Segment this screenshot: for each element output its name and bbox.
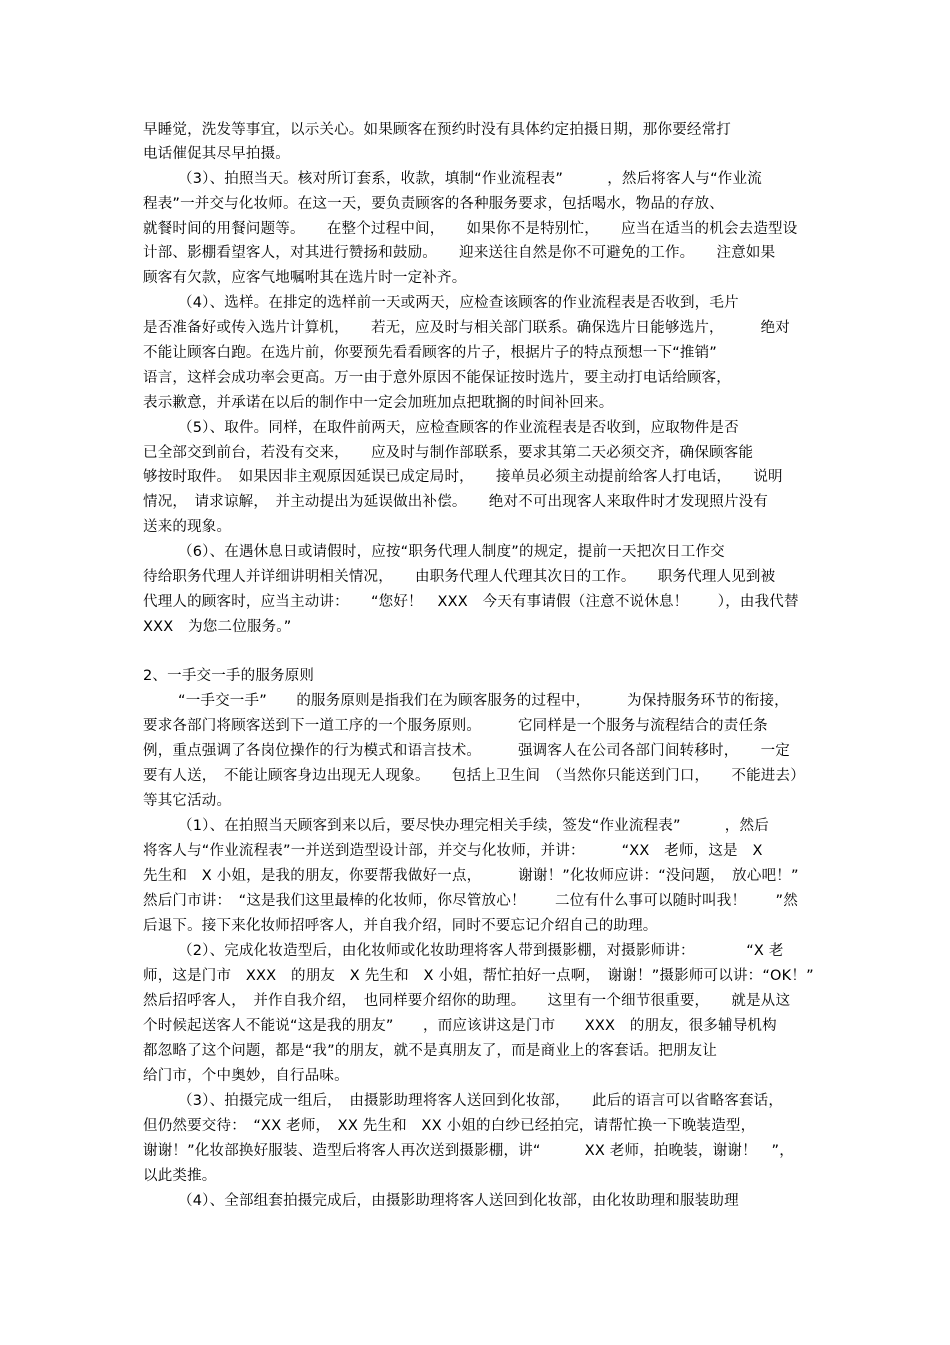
text-line: 例，重点强调了各岗位操作的行为模式和语言技术。 强调客人在公司各部门间转移时， 一定	[143, 743, 790, 759]
text-line: （6）、在遇休息日或请假时，应按“职务代理人制度”的规定，提前一天把次日工作交	[178, 544, 725, 560]
text-line: 已全部交到前台，若没有交来， 应及时与制作部联系，要求其第二天必须交齐，确保顾客能	[143, 445, 754, 461]
text-line: 等其它活动。	[143, 793, 232, 809]
text-line: （5）、取件。同样，在取件前两天，应检查顾客的作业流程表是否收到，应取物件是否	[178, 420, 739, 436]
text-line: 都忽略了这个问题，都是“我”的朋友，就不是真朋友了，而是商业上的客套话。把朋友让	[143, 1043, 718, 1059]
text-line: XXX 为您二位服务。”	[143, 619, 292, 635]
text-line: （3）、拍照当天。核对所订套系，收款，填制“作业流程表” ，然后将客人与“作业流	[178, 171, 762, 187]
text-line: （1）、在拍照当天顾客到来以后，要尽快办理完相关手续，签发“作业流程表” ，然后	[178, 818, 769, 834]
text-line: 谢谢！”化妆部换好服装、造型后将客人再次送到摄影棚，讲“ XX 老师，拍晚装，谢谢！ ”，	[143, 1143, 794, 1159]
text-line: 但仍然要交待： “XX 老师， XX 先生和 XX 小姐的白纱已经拍完，请帮忙换一下晚装造型，	[143, 1118, 756, 1134]
text-line: 待给职务代理人并详细讲明相关情况， 由职务代理人代理其次日的工作。 职务代理人见到被	[143, 569, 776, 585]
text-line: （2）、完成化妆造型后，由化妆师或化妆助理将客人带到摄影棚，对摄影师讲： “X 老	[178, 943, 784, 959]
text-line: （3）、拍摄完成一组后， 由摄影助理将客人送回到化妆部， 此后的语言可以省略客套话，	[178, 1093, 784, 1109]
text-line: 师，这是门市 XXX 的朋友 X 先生和 X 小姐，帮忙拍好一点啊， 谢谢！”摄影师可以讲：“OK！”	[143, 968, 814, 984]
text-line: 要求各部门将顾客送到下一道工序的一个服务原则。 它同样是一个服务与流程结合的责任条	[143, 718, 768, 734]
text-line: 然后门市讲： “这是我们这里最棒的化妆师，你尽管放心！ 二位有什么事可以随时叫我！ ”然	[143, 893, 798, 909]
text-line: 以此类推。	[143, 1168, 217, 1184]
text-line: 是否准备好或传入选片计算机， 若无，应及时与相关部门联系。确保选片日能够选片， 绝对	[143, 320, 790, 336]
text-line: （4）、选样。在排定的选样前一天或两天，应检查该顾客的作业流程表是否收到，毛片	[178, 295, 739, 311]
text-line: 送来的现象。	[143, 519, 232, 535]
text-line: 然后招呼客人， 并作自我介绍， 也同样要介绍你的助理。 这里有一个细节很重要， 就是从这	[143, 993, 791, 1009]
text-line: 计部、影棚看望客人，对其进行赞扬和鼓励。 迎来送往自然是你不可避免的工作。 注意如果	[143, 245, 776, 261]
text-line: 代理人的顾客时，应当主动讲： “您好！ XXX 今天有事请假（注意不说休息！ ），由我代替	[143, 594, 799, 610]
text-line: 表示歉意，并承诺在以后的制作中一定会加班加点把耽搁的时间补回来。	[143, 395, 614, 411]
text-line: 先生和 X 小姐，是我的朋友，你要帮我做好一点， 谢谢！”化妆师应讲：“没问题， 放心吧！”	[143, 868, 799, 884]
text-line: （4）、全部组套拍摄完成后，由摄影助理将客人送回到化妆部，由化妆助理和服装助理	[178, 1193, 739, 1209]
text-line: 语言，这样会成功率会更高。万一由于意外原因不能保证按时选片，要主动打电话给顾客，	[143, 370, 731, 386]
text-line: 给门市，个中奥妙，自行品味。	[143, 1068, 349, 1084]
text-line: 将客人与“作业流程表”一并送到造型设计部，并交与化妆师，并讲： “XX 老师，这是 X	[143, 843, 763, 859]
text-line: 电话催促其尽早拍摄。	[143, 146, 290, 162]
section-heading: 2、一手交一手的服务原则	[143, 668, 315, 684]
text-line: 个时候起送客人不能说“这是我的朋友” ，而应该讲这是门市 XXX 的朋友，很多辅导机构	[143, 1018, 777, 1034]
text-line: 程表”一并交与化妆师。在这一天，要负责顾客的各种服务要求，包括喝水，物品的存放、	[143, 196, 725, 212]
text-line: 情况， 请求谅解， 并主动提出为延误做出补偿。 绝对不可出现客人来取件时才发现照片没有	[143, 494, 769, 510]
text-line: “一手交一手” 的服务原则是指我们在为顾客服务的过程中， 为保持服务环节的衔接，	[178, 693, 789, 709]
text-line: 早睡觉，洗发等事宜，以示关心。如果顾客在预约时没有具体约定拍摄日期，那你要经常打	[143, 122, 731, 138]
text-line: 不能让顾客白跑。在选片前，你要预先看看顾客的片子，根据片子的特点预想一下“推销”	[143, 345, 718, 361]
text-line: 就餐时间的用餐问题等。 在整个过程中间， 如果你不是特别忙， 应当在适当的机会去造型设	[143, 221, 798, 237]
text-line: 顾客有欠款，应客气地嘱咐其在选片时一定补齐。	[143, 270, 467, 286]
text-line: 后退下。接下来化妆师招呼客人，并自我介绍，同时不要忘记介绍自己的助理。	[143, 918, 658, 934]
text-line: 够按时取件。 如果因非主观原因延误已成定局时， 接单员必须主动提前给客人打电话， 说明	[143, 469, 783, 485]
text-line: 要有人送， 不能让顾客身边出现无人现象。 包括上卫生间 （当然你只能送到门口， 不能进去）	[143, 768, 805, 784]
